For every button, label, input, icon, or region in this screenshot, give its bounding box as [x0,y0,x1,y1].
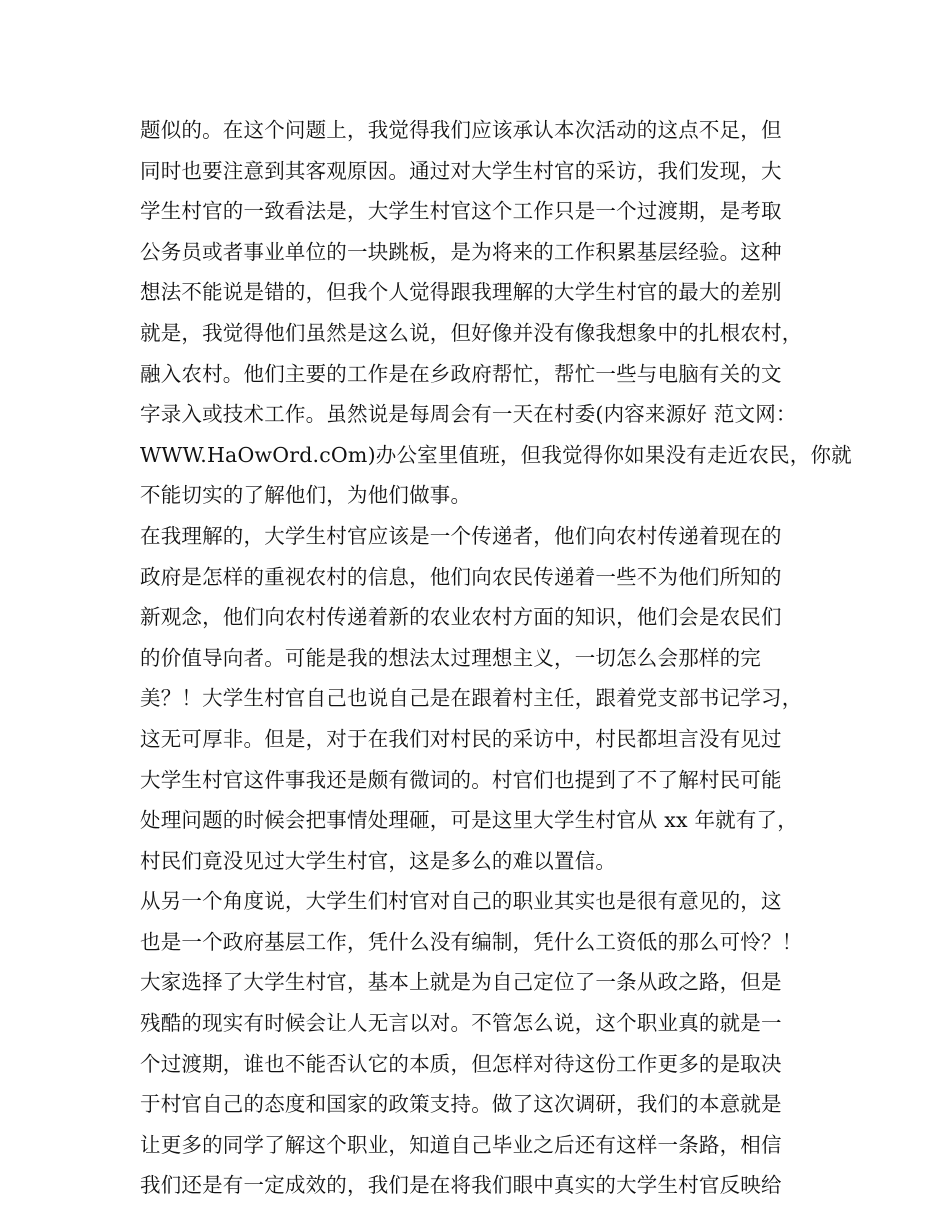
text-line: 在我理解的，大学生村官应该是一个传递者，他们向农村传递着现在的 [140,523,782,548]
text-line: 也是一个政府基层工作，凭什么没有编制，凭什么工资低的那么可怜？！ [140,929,803,954]
text-line: WWW.HaOwOrd.cOm)办公室里值班，但我觉得你如果没有走近农民，你就 [140,442,852,467]
text-line: 大家选择了大学生村官，基本上就是为自己定位了一条从政之路，但是 [140,970,782,995]
text-line: 处理问题的时候会把事情处理砸，可是这里大学生村官从 xx 年就有了， [140,808,798,833]
text-line: 不能切实的了解他们，为他们做事。 [140,483,472,508]
text-line: 村民们竟没见过大学生村官，这是多么的难以置信。 [140,848,617,873]
text-line: 我们还是有一定成效的，我们是在将我们眼中真实的大学生村官反映给 [140,1173,782,1198]
text-line: 美？！大学生村官自己也说自己是在跟着村主任，跟着党支部书记学习， [140,686,803,711]
text-line: 这无可厚非。但是，对于在我们对村民的采访中，村民都坦言没有见过 [140,726,782,751]
text-line: 的价值导向者。可能是我的想法太过理想主义，一切怎么会那样的完 [140,645,761,670]
text-line: 残酷的现实有时候会让人无言以对。不管怎么说，这个职业真的就是一 [140,1011,782,1036]
text-line: 同时也要注意到其客观原因。通过对大学生村官的采访，我们发现，大 [140,158,782,183]
text-line: 公务员或者事业单位的一块跳板，是为将来的工作积累基层经验。这种 [140,239,782,264]
text-line: 从另一个角度说，大学生们村官对自己的职业其实也是很有意见的，这 [140,889,782,914]
text-line: 于村官自己的态度和国家的政策支持。做了这次调研，我们的本意就是 [140,1092,782,1117]
body-text [140,110,852,1206]
text-line: 题似的。在这个问题上，我觉得我们应该承认本次活动的这点不足，但 [140,118,782,142]
text-line: 大学生村官这件事我还是颇有微词的。村官们也提到了不了解村民可能 [140,767,782,792]
text-line: 想法不能说是错的，但我个人觉得跟我理解的大学生村官的最大的差别 [140,280,782,305]
text-line: 新观念，他们向农村传递着新的农业农村方面的知识，他们会是农民们 [140,605,782,630]
text-line: 学生村官的一致看法是，大学生村官这个工作只是一个过渡期，是考取 [140,199,782,224]
text-line: 政府是怎样的重视农村的信息，他们向农民传递着一些不为他们所知的 [140,564,782,589]
text-line: 字录入或技术工作。虽然说是每周会有一天在村委(内容来源好 范文网： [140,402,797,427]
text-line: 个过渡期，谁也不能否认它的本质，但怎样对待这份工作更多的是取决 [140,1051,782,1076]
text-line: 融入农村。他们主要的工作是在乡政府帮忙，帮忙一些与电脑有关的文 [140,361,782,386]
text-line: 就是，我觉得他们虽然是这么说，但好像并没有像我想象中的扎根农村， [140,320,803,345]
text-line: 让更多的同学了解这个职业，知道自己毕业之后还有这样一条路，相信 [140,1132,782,1157]
